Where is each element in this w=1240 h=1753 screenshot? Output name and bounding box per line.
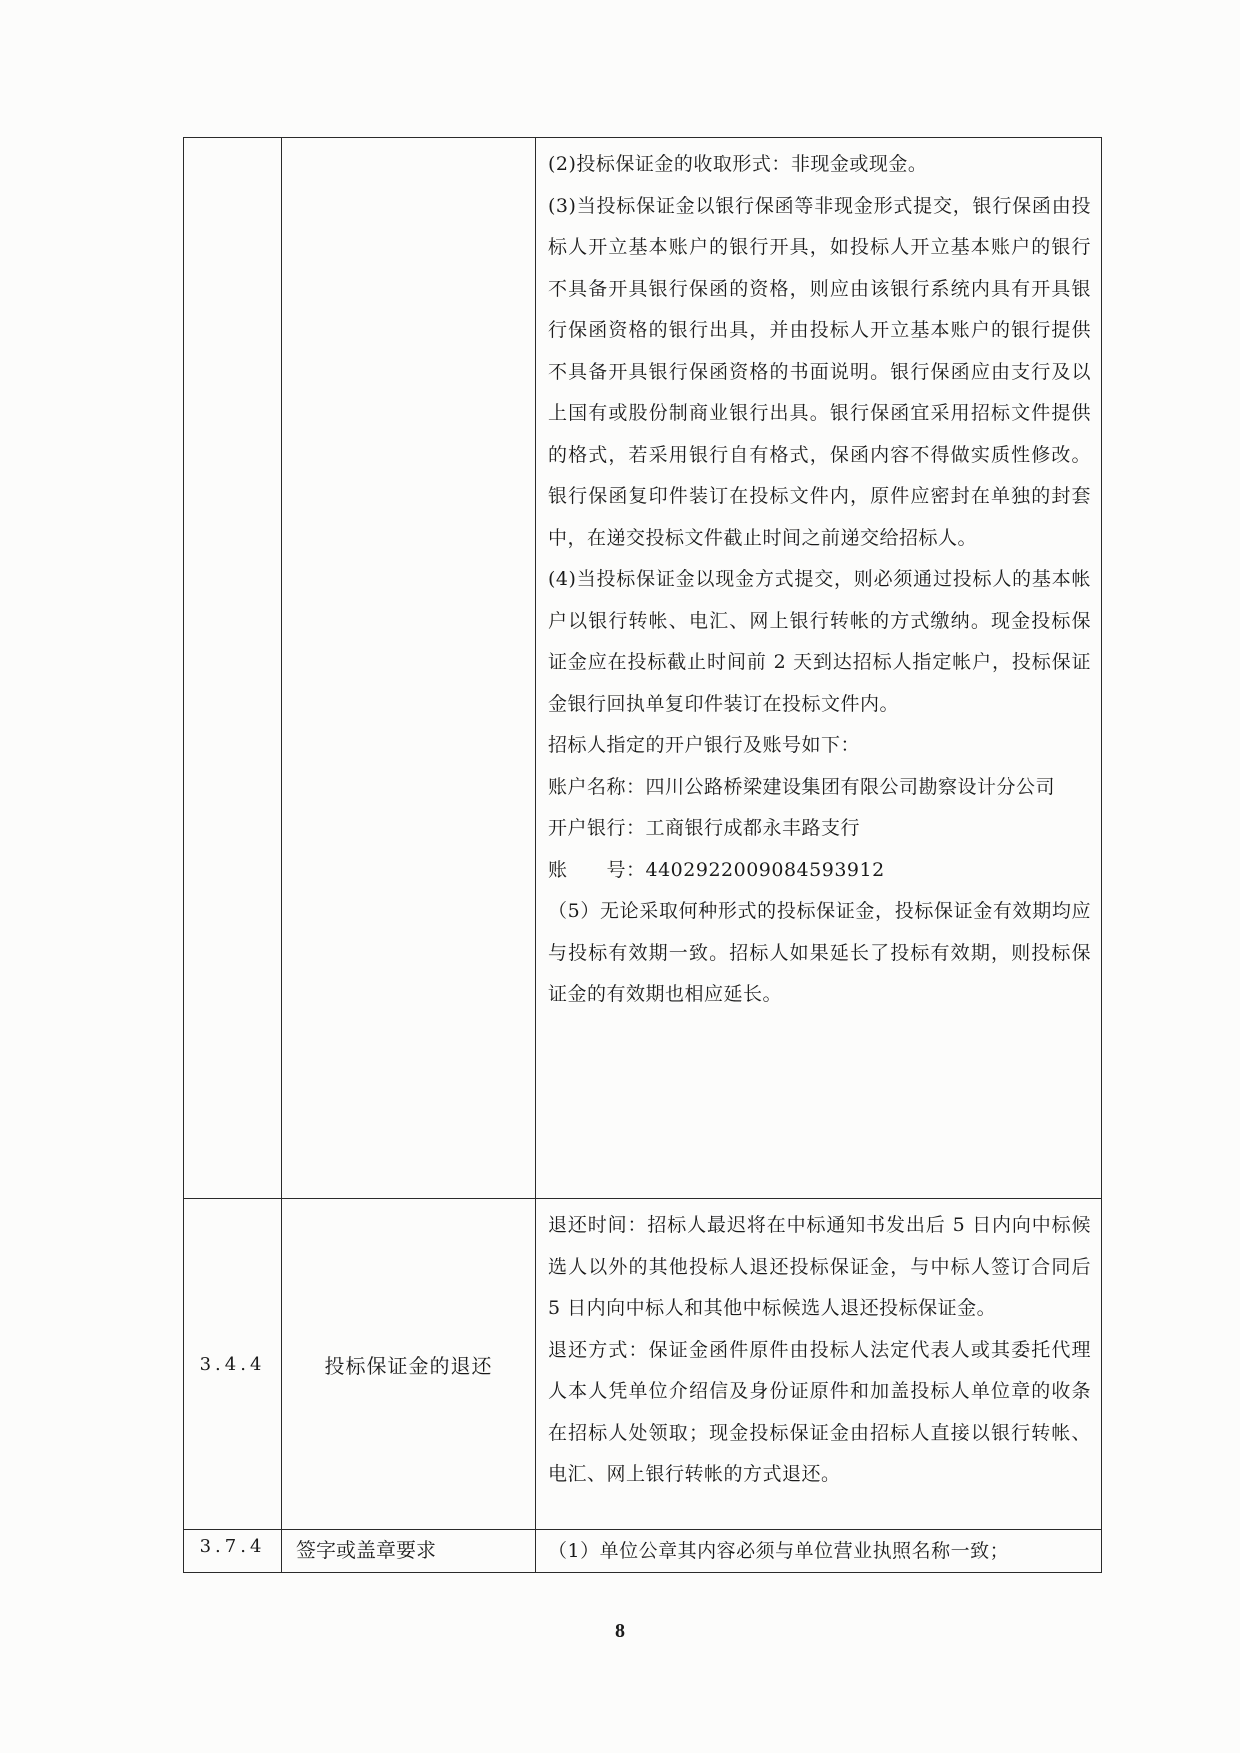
table-row-signature-requirements xyxy=(184,1530,1102,1573)
paragraph-account-number: 账 号：4402922009084593912 xyxy=(548,858,885,881)
paragraph-account-name: 账户名称：四川公路桥梁建设集团有限公司勘察设计分公司 xyxy=(548,775,1056,798)
paragraph-refund-method: 退还方式：保证金函件原件由投标人法定代表人或其委托代理人本人凭单位介绍信及身份证原件和加盖投标人单位章的收条在招标人处领取；现金投标保证金由招标人直接以银行转帐、电汇、网上银行转帐的方式退还。 xyxy=(548,1338,1091,1485)
clause-number: 3.7.4 xyxy=(199,1536,266,1557)
clause-number: 3.4.4 xyxy=(199,1354,266,1375)
table-row-bid-bond-refund xyxy=(184,1199,1102,1530)
paragraph-bank-guarantee: (3)当投标保证金以银行保函等非现金形式提交，银行保函由投标人开立基本账户的银行开具，如投标人开立基本账户的银行不具备开具银行保函的资格，则应由该银行系统内具有开具银行保函资格的银行出具，并由投标人开立基本账户的银行提供不具备开具银行保函资格的书面说明。银行保函应由支行及以上国有或股份制商业银行出具。银行保函宜采用招标文件提供的格式，若采用银行自有格式，保函内容不得做实质性修改。银行保函复印件装订在投标文件内，原件应密封在单独的封套中，在递交投标文件截止时间之前递交给招标人。 xyxy=(548,194,1091,549)
clause-number-cell xyxy=(184,138,282,1199)
bid-clause-table xyxy=(183,137,1102,1573)
clause-title: 签字或盖章要求 xyxy=(296,1538,436,1562)
clause-content-cell xyxy=(536,138,1102,1199)
clause-number-cell xyxy=(184,1199,282,1530)
paragraph-bank-intro: 招标人指定的开户银行及账号如下： xyxy=(548,734,861,756)
paragraph-collection-form: (2)投标保证金的收取形式：非现金或现金。 xyxy=(548,153,928,175)
paragraph-validity-period: （5）无论采取何种形式的投标保证金，投标保证金有效期均应与投标有效期一致。招标人如果延长了投标有效期，则投标保证金的有效期也相应延长。 xyxy=(548,900,1091,1005)
clause-title: 投标保证金的退还 xyxy=(324,1353,493,1378)
table-row-bid-bond-form xyxy=(184,138,1102,1199)
paragraph-bank-name: 开户银行：工商银行成都永丰路支行 xyxy=(548,817,861,839)
clause-number-cell xyxy=(184,1530,282,1573)
paragraph-cash-deposit: (4)当投标保证金以现金方式提交，则必须通过投标人的基本帐户以银行转帐、电汇、网上银行转帐的方式缴纳。现金投标保证金应在投标截止时间前 2 天到达招标人指定帐户，投标保证金银行回执单复印件装订在投标文件内。 xyxy=(548,568,1091,715)
paragraph-refund-time: 退还时间：招标人最迟将在中标通知书发出后 5 日内向中标候选人以外的其他投标人退还投标保证金，与中标人签订合同后 5 日内向中标人和其他中标候选人退还投标保证金。 xyxy=(548,1214,1091,1319)
clause-content-cell xyxy=(536,1530,1102,1573)
clause-title-cell xyxy=(282,138,536,1199)
paragraph-seal-requirement: （1）单位公章其内容必须与单位营业执照名称一致； xyxy=(548,1540,1010,1562)
page-number: 8 xyxy=(615,1620,625,1642)
clause-content-cell xyxy=(536,1199,1102,1530)
clause-title-cell xyxy=(282,1530,536,1573)
clause-title-cell xyxy=(282,1199,536,1530)
